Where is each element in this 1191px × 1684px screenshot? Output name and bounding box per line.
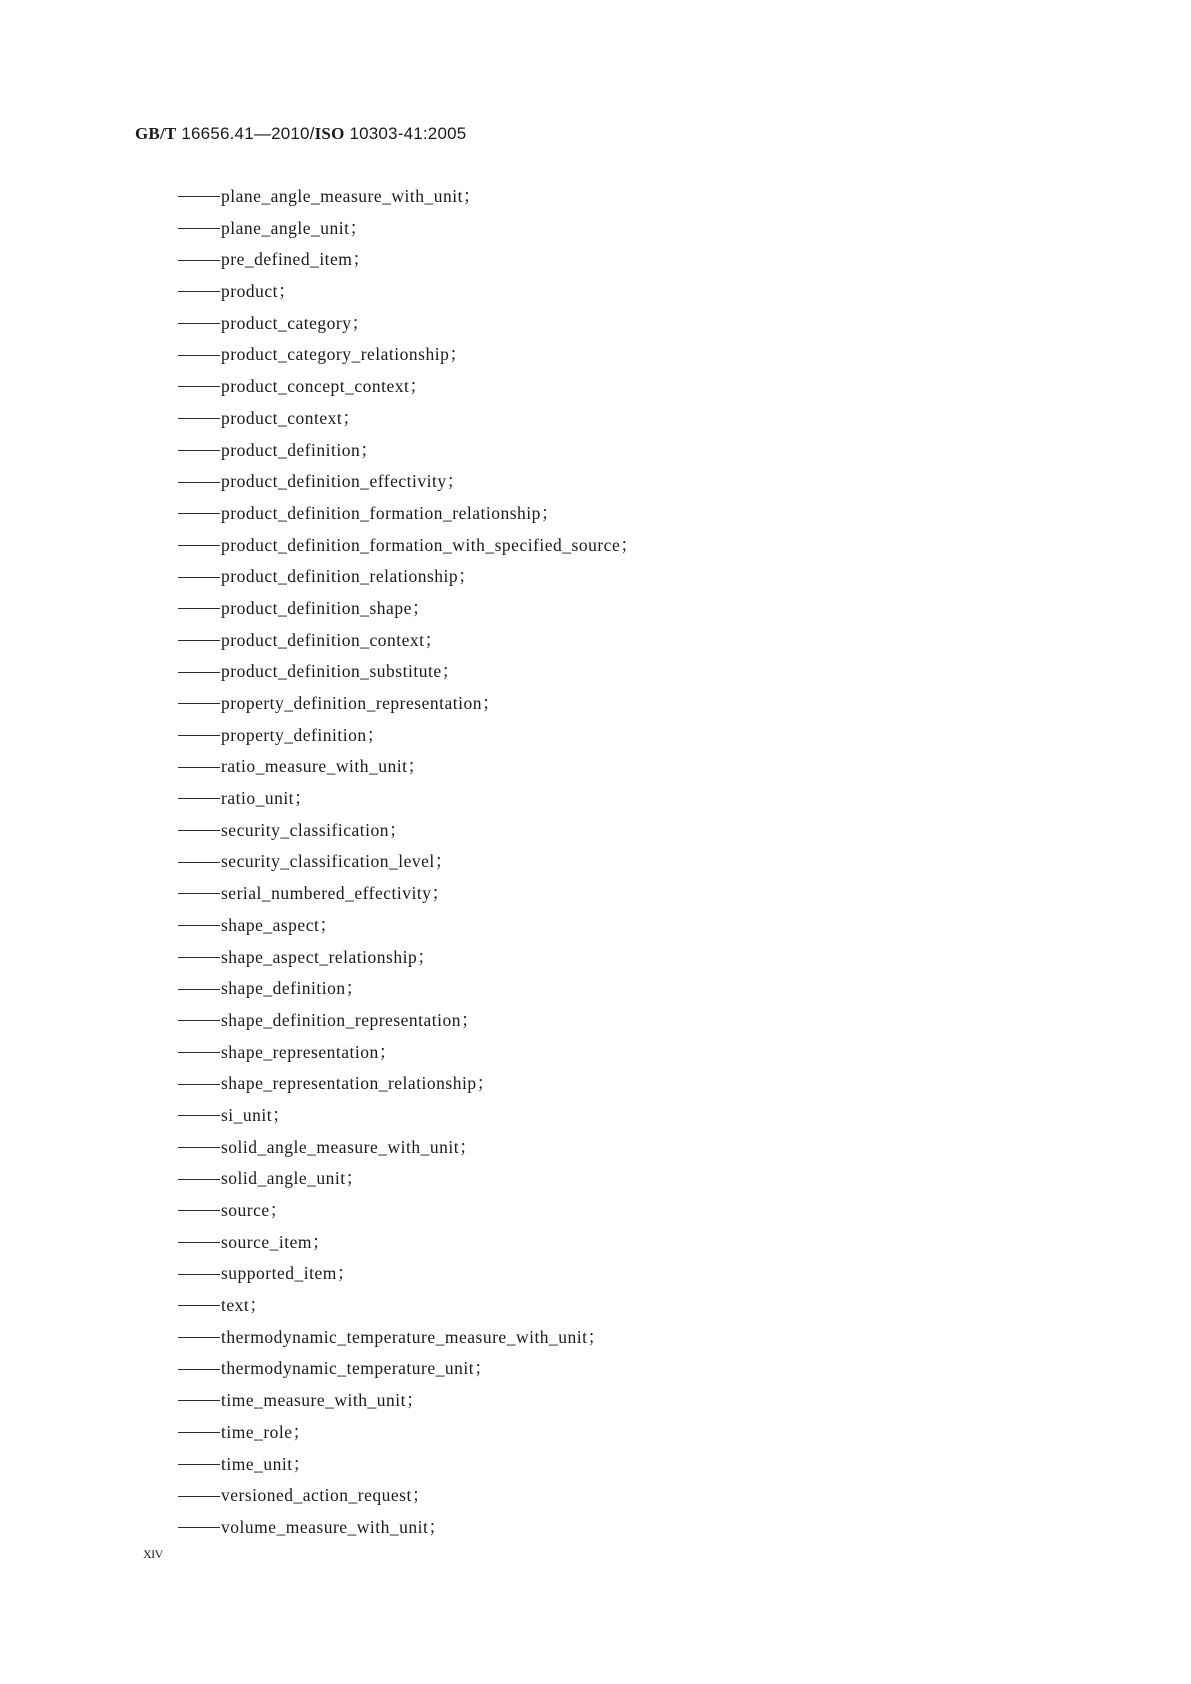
em-dash-marker bbox=[178, 1432, 220, 1433]
list-item-label: product； bbox=[221, 281, 296, 302]
entity-list bbox=[178, 181, 638, 1544]
list-item bbox=[178, 244, 638, 276]
list-item bbox=[178, 593, 638, 625]
list-item-label: shape_aspect_relationship； bbox=[221, 946, 436, 967]
em-dash-marker bbox=[178, 957, 220, 958]
list-item-label: si_unit； bbox=[221, 1104, 291, 1125]
list-item-label: supported_item； bbox=[221, 1263, 355, 1284]
list-item bbox=[178, 403, 638, 435]
list-item-label: time_role； bbox=[221, 1421, 311, 1442]
list-item bbox=[178, 276, 638, 308]
list-item bbox=[178, 435, 638, 467]
em-dash-marker bbox=[178, 608, 220, 609]
list-item bbox=[178, 1163, 638, 1195]
list-item-label: product_category； bbox=[221, 312, 370, 333]
header-iso-label: ISO bbox=[314, 124, 345, 143]
list-item bbox=[178, 1100, 638, 1132]
list-item bbox=[178, 720, 638, 752]
list-item bbox=[178, 910, 638, 942]
list-item-label: product_definition_formation_relationship； bbox=[221, 502, 559, 523]
list-item-label: plane_angle_measure_with_unit； bbox=[221, 186, 481, 206]
em-dash-marker bbox=[178, 925, 220, 926]
list-item-label: ratio_measure_with_unit； bbox=[221, 756, 426, 777]
list-item bbox=[178, 815, 638, 847]
list-item bbox=[178, 1480, 638, 1512]
em-dash-marker bbox=[178, 1337, 220, 1338]
list-item-label: plane_angle_unit； bbox=[221, 217, 368, 238]
em-dash-marker bbox=[178, 1369, 220, 1370]
em-dash-marker bbox=[178, 893, 220, 894]
list-item-label: property_definition； bbox=[221, 724, 385, 745]
em-dash-marker bbox=[178, 513, 220, 514]
em-dash-marker bbox=[178, 1464, 220, 1465]
list-item bbox=[178, 1385, 638, 1417]
list-item bbox=[178, 371, 638, 403]
em-dash-marker bbox=[178, 196, 220, 197]
em-dash-marker bbox=[178, 1527, 220, 1528]
list-item bbox=[178, 1068, 638, 1100]
list-item-label: thermodynamic_temperature_unit； bbox=[221, 1358, 493, 1379]
list-item-label: product_definition_relationship； bbox=[221, 566, 477, 587]
list-item-label: property_definition_representation； bbox=[221, 693, 500, 713]
list-item-label: thermodynamic_temperature_measure_with_unit； bbox=[221, 1326, 606, 1347]
list-item-label: time_unit； bbox=[221, 1453, 311, 1474]
list-item-label: product_definition_effectivity； bbox=[221, 471, 465, 492]
list-item-label: shape_representation； bbox=[221, 1041, 397, 1062]
list-item bbox=[178, 1227, 638, 1259]
list-item-label: shape_aspect； bbox=[221, 914, 338, 935]
em-dash-marker bbox=[178, 989, 220, 990]
em-dash-marker bbox=[178, 418, 220, 419]
em-dash-marker bbox=[178, 1020, 220, 1021]
list-item bbox=[178, 213, 638, 245]
em-dash-marker bbox=[178, 355, 220, 356]
list-item bbox=[178, 561, 638, 593]
em-dash-marker bbox=[178, 703, 220, 704]
em-dash-marker bbox=[178, 228, 220, 229]
list-item bbox=[178, 688, 638, 720]
page-number: XIV bbox=[143, 1547, 163, 1561]
list-item bbox=[178, 1322, 638, 1354]
em-dash-marker bbox=[178, 798, 220, 799]
list-item-label: product_concept_context； bbox=[221, 376, 428, 397]
list-item bbox=[178, 1449, 638, 1481]
list-item-label: time_measure_with_unit； bbox=[221, 1390, 424, 1411]
list-item bbox=[178, 1195, 638, 1227]
header-iso-number: 10303-41:2005 bbox=[344, 124, 467, 143]
em-dash-marker bbox=[178, 1274, 220, 1275]
list-item bbox=[178, 783, 638, 815]
list-item bbox=[178, 181, 638, 213]
list-item-label: solid_angle_measure_with_unit； bbox=[221, 1136, 478, 1157]
em-dash-marker bbox=[178, 450, 220, 451]
list-item bbox=[178, 942, 638, 974]
em-dash-marker bbox=[178, 482, 220, 483]
header-standard-code: GB/T bbox=[135, 124, 177, 143]
header-standard-number: 16656.41—2010/ bbox=[176, 124, 315, 143]
list-item-label: product_definition_substitute； bbox=[221, 661, 460, 682]
list-item bbox=[178, 308, 638, 340]
list-item bbox=[178, 625, 638, 657]
em-dash-marker bbox=[178, 1496, 220, 1497]
list-item bbox=[178, 1258, 638, 1290]
em-dash-marker bbox=[178, 260, 220, 261]
list-item-label: product_definition； bbox=[221, 439, 379, 460]
list-item-label: product_context； bbox=[221, 407, 361, 428]
list-item-label: ratio_unit； bbox=[221, 788, 313, 809]
em-dash-marker bbox=[178, 1305, 220, 1306]
em-dash-marker bbox=[178, 640, 220, 641]
list-item-label: serial_numbered_effectivity； bbox=[221, 883, 450, 904]
em-dash-marker bbox=[178, 323, 220, 324]
list-item-label: product_category_relationship； bbox=[221, 344, 468, 365]
em-dash-marker bbox=[178, 1084, 220, 1085]
em-dash-marker bbox=[178, 291, 220, 292]
list-item-label: text； bbox=[221, 1295, 268, 1316]
list-item bbox=[178, 466, 638, 498]
list-item bbox=[178, 1353, 638, 1385]
em-dash-marker bbox=[178, 1400, 220, 1401]
list-item-label: volume_measure_with_unit； bbox=[221, 1516, 447, 1537]
list-item bbox=[178, 846, 638, 878]
em-dash-marker bbox=[178, 1179, 220, 1180]
list-item-label: solid_angle_unit； bbox=[221, 1168, 364, 1189]
list-item-label: product_definition_context； bbox=[221, 629, 443, 650]
list-item-label: pre_defined_item； bbox=[221, 249, 371, 270]
em-dash-marker bbox=[178, 386, 220, 387]
list-item bbox=[178, 1037, 638, 1069]
list-item bbox=[178, 973, 638, 1005]
list-item-label: source； bbox=[221, 1200, 288, 1220]
list-item bbox=[178, 1132, 638, 1164]
list-item-label: security_classification； bbox=[221, 819, 407, 840]
em-dash-marker bbox=[178, 672, 220, 673]
em-dash-marker bbox=[178, 545, 220, 546]
em-dash-marker bbox=[178, 735, 220, 736]
list-item bbox=[178, 530, 638, 562]
list-item bbox=[178, 498, 638, 530]
list-item bbox=[178, 1417, 638, 1449]
list-item bbox=[178, 751, 638, 783]
list-item bbox=[178, 1512, 638, 1544]
em-dash-marker bbox=[178, 1242, 220, 1243]
list-item-label: shape_representation_relationship； bbox=[221, 1073, 495, 1094]
list-item-label: source_item； bbox=[221, 1231, 331, 1252]
em-dash-marker bbox=[178, 862, 220, 863]
list-item-label: product_definition_formation_with_specified_source； bbox=[221, 534, 639, 555]
em-dash-marker bbox=[178, 830, 220, 831]
list-item bbox=[178, 1005, 638, 1037]
list-item-label: product_definition_shape； bbox=[221, 597, 430, 618]
em-dash-marker bbox=[178, 1210, 220, 1211]
list-item-label: shape_definition； bbox=[221, 978, 364, 999]
list-item bbox=[178, 656, 638, 688]
em-dash-marker bbox=[178, 1052, 220, 1053]
list-item-label: versioned_action_request； bbox=[221, 1485, 430, 1506]
em-dash-marker bbox=[178, 1147, 220, 1148]
list-item bbox=[178, 339, 638, 371]
em-dash-marker bbox=[178, 767, 220, 768]
list-item bbox=[178, 878, 638, 910]
list-item bbox=[178, 1290, 638, 1322]
list-item-label: security_classification_level； bbox=[221, 851, 453, 872]
em-dash-marker bbox=[178, 1115, 220, 1116]
em-dash-marker bbox=[178, 577, 220, 578]
list-item-label: shape_definition_representation； bbox=[221, 1009, 480, 1030]
document-header bbox=[135, 124, 466, 144]
